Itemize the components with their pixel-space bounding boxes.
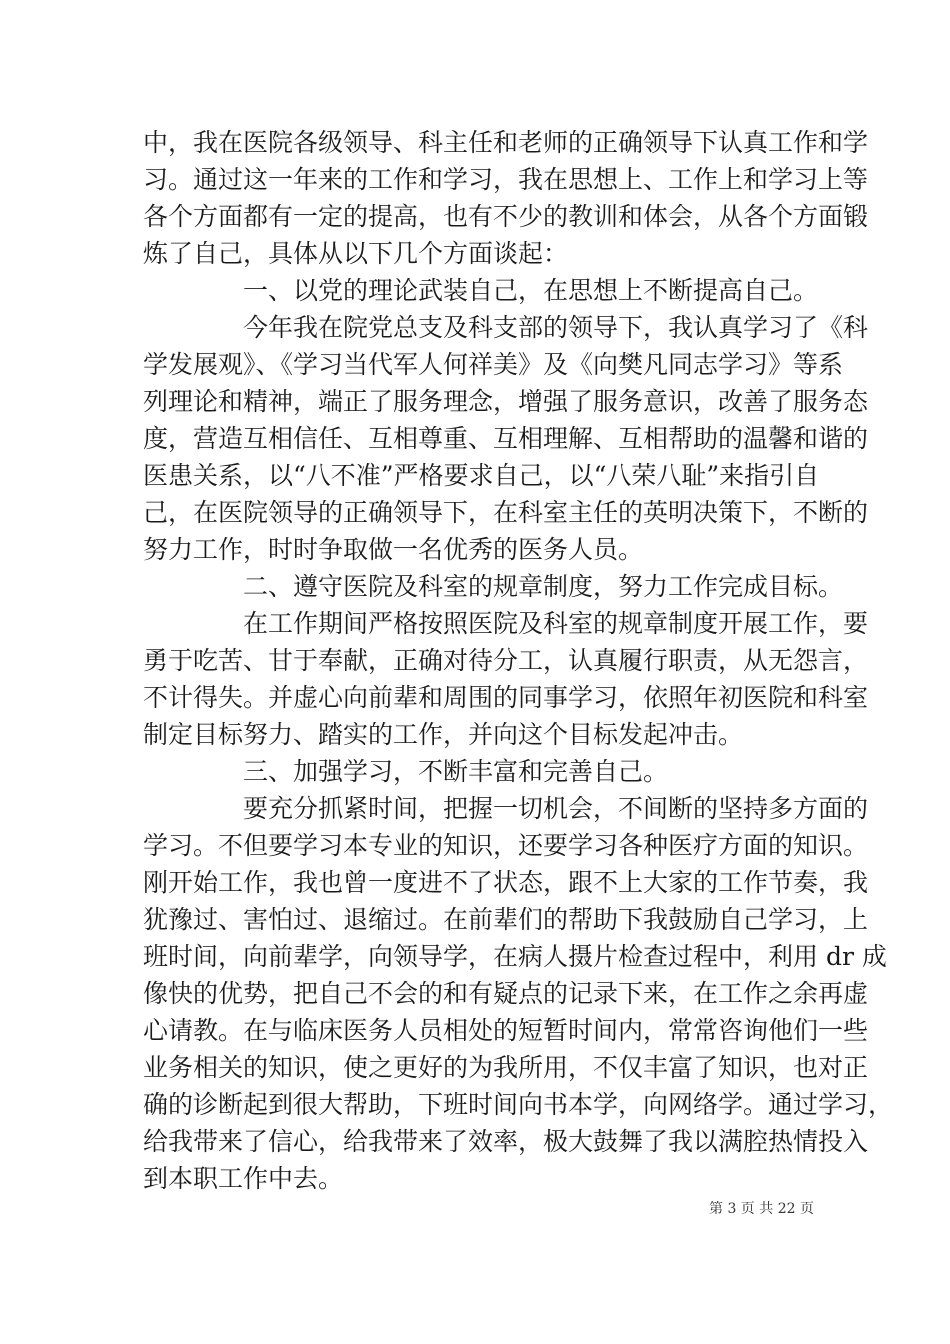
section-heading-2: 二、遵守医院及科室的规章制度，努力工作完成目标。: [243, 572, 844, 601]
paragraph-line: 心请教。在与临床医务人员相处的短暂时间内，常常咨询他们一些: [143, 1016, 869, 1045]
paragraph-line: 到本职工作中去。: [143, 1164, 344, 1193]
paragraph-line: 炼了自己，具体从以下几个方面谈起：: [143, 239, 569, 268]
paragraph-line: 努力工作，时时争取做一名优秀的医务人员。: [143, 535, 644, 564]
paragraph-line: 今年我在院党总支及科支部的领导下，我认真学习了《科: [243, 313, 869, 342]
paragraph-line: 制定目标努力、踏实的工作，并向这个目标发起冲击。: [143, 720, 744, 749]
paragraph-line: 犹豫过、害怕过、退缩过。在前辈们的帮助下我鼓励自己学习，上: [143, 905, 869, 934]
paragraph-line: 列理论和精神，端正了服务理念，增强了服务意识，改善了服务态: [143, 387, 869, 416]
paragraph-line: 勇于吃苦、甘于奉献，正确对待分工，认真履行职责，从无怨言，: [143, 646, 869, 675]
paragraph-line: 己，在医院领导的正确领导下，在科室主任的英明决策下，不断的: [143, 498, 869, 527]
section-heading-1: 一、以党的理论武装自己，在思想上不断提高自己。: [243, 276, 819, 305]
paragraph-line: 不计得失。并虚心向前辈和周围的同事学习，依照年初医院和科室: [143, 683, 869, 712]
paragraph-line: 学习。不但要学习本专业的知识，还要学习各种医疗方面的知识。: [143, 831, 869, 860]
paragraph-line: 在工作期间严格按照医院及科室的规章制度开展工作，要: [243, 609, 869, 638]
paragraph-line: 班时间，向前辈学，向领导学，在病人摄片检查过程中，利用 dr 成: [143, 942, 887, 971]
paragraph-line: 学发展观》、《学习当代军人何祥美》及《向樊凡同志学习》等系: [143, 350, 844, 379]
paragraph-line: 业务相关的知识，使之更好的为我所用，不仅丰富了知识，也对正: [143, 1053, 869, 1082]
paragraph-line: 中，我在医院各级领导、科主任和老师的正确领导下认真工作和学: [143, 128, 869, 157]
paragraph-line: 确的诊断起到很大帮助，下班时间向书本学，向网络学。通过学习，: [143, 1090, 894, 1119]
paragraph-line: 度，营造互相信任、互相尊重、互相理解、互相帮助的温馨和谐的: [143, 424, 869, 453]
paragraph-line: 像快的优势，把自己不会的和有疑点的记录下来，在工作之余再虚: [143, 979, 869, 1008]
paragraph-line: 习。通过这一年来的工作和学习，我在思想上、工作上和学习上等: [143, 165, 869, 194]
paragraph-line: 各个方面都有一定的提高，也有不少的教训和体会，从各个方面锻: [143, 202, 869, 231]
paragraph-line: 给我带来了信心，给我带来了效率，极大鼓舞了我以满腔热情投入: [143, 1127, 869, 1156]
paragraph-line: 医患关系，以“八不准”严格要求自己，以“八荣八耻”来指引自: [143, 461, 820, 490]
section-heading-3: 三、加强学习，不断丰富和完善自己。: [243, 757, 669, 786]
paragraph-line: 要充分抓紧时间，把握一切机会，不间断的坚持多方面的: [243, 794, 869, 823]
page-number-footer: 第 3 页 共 22 页: [709, 1201, 814, 1217]
paragraph-line: 刚开始工作，我也曾一度进不了状态，跟不上大家的工作节奏，我: [143, 868, 869, 897]
